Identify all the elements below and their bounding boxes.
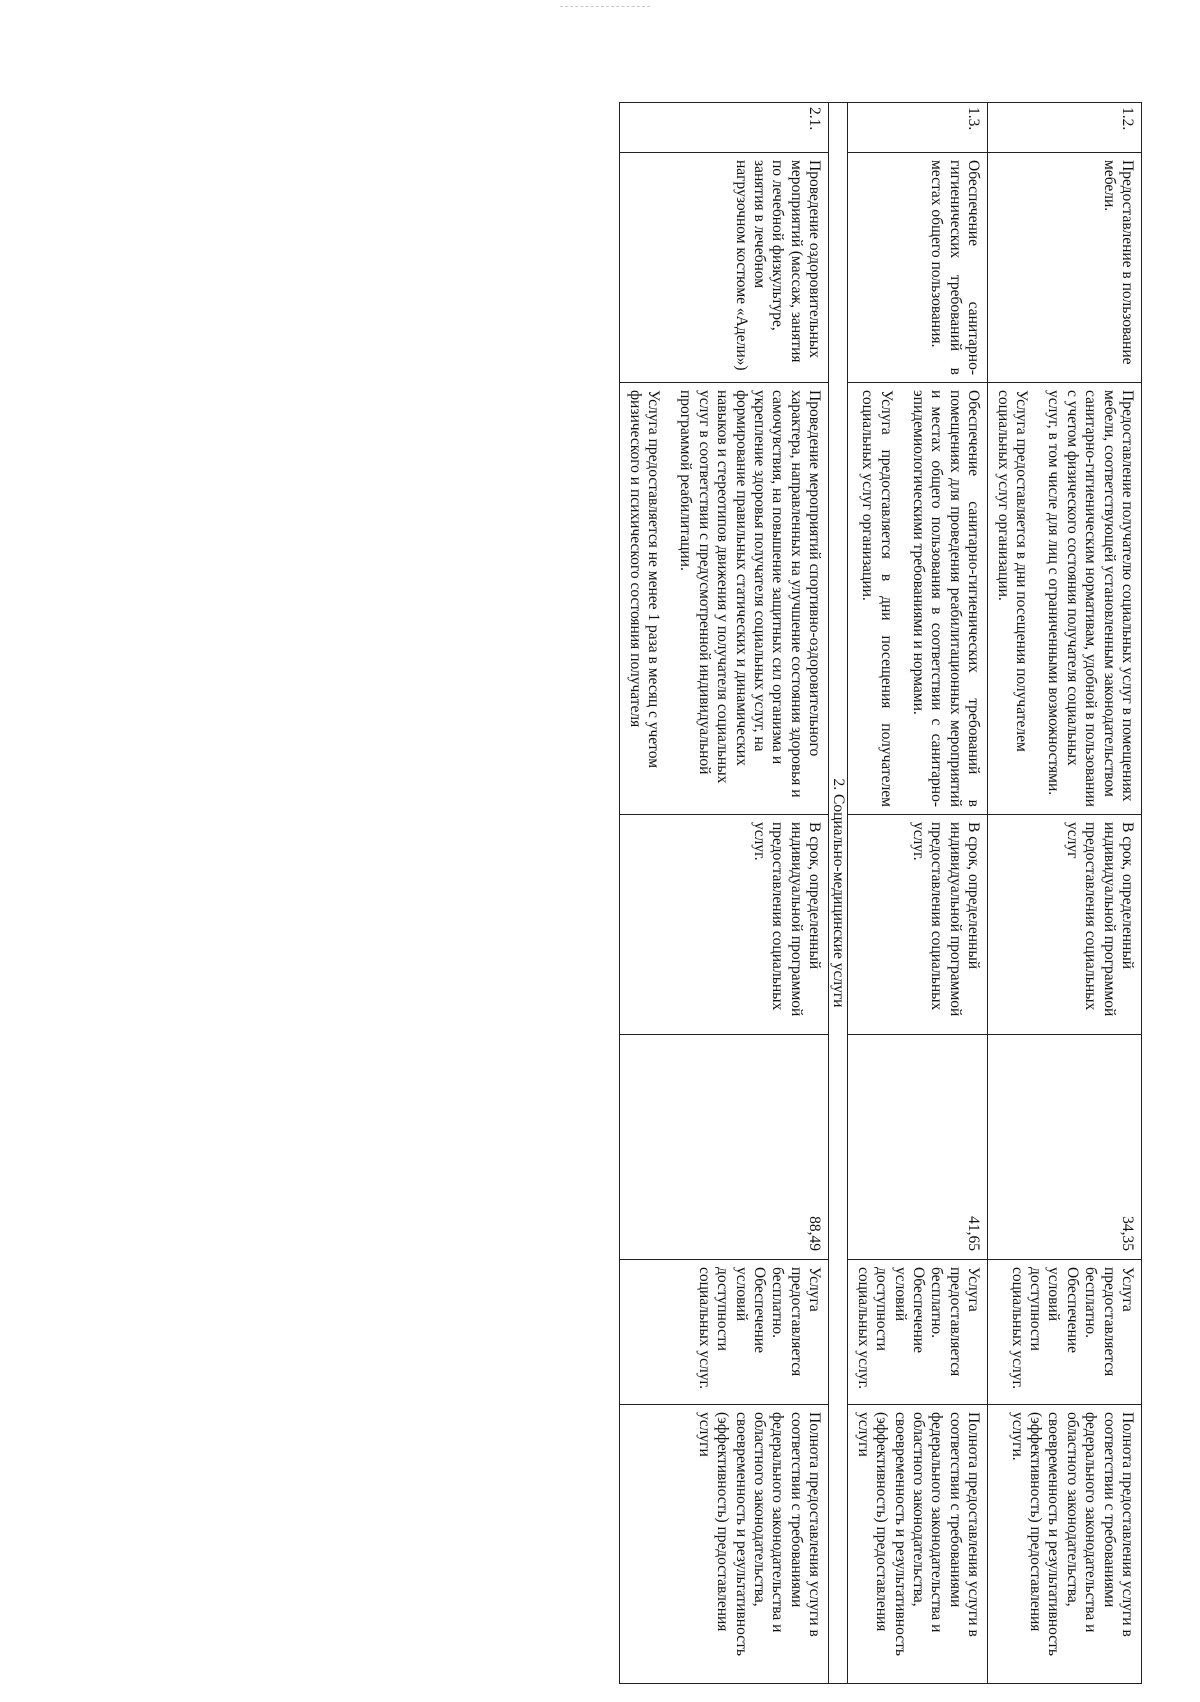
service-conditions: Услуга предоставляется бесплатно. Обеспечение условий доступности социальных услуг. bbox=[620, 1260, 829, 1405]
row-number: 1.3. bbox=[848, 103, 988, 153]
service-name: Обеспечение санитарно-гигиенических требований в местах общего пользования. bbox=[848, 153, 988, 383]
service-conditions: Услуга предоставляется бесплатно. Обеспечение условий доступности социальных услуг. bbox=[988, 1260, 1142, 1405]
services-table bbox=[619, 102, 1142, 1684]
service-description-text: Предоставление получателю социальных услуг в помещениях мебели, соответствующей установленным законодательством санитарно-гигиеническим нормативам, удобной в пользовании с учетом физического состояния получателя социальных услуг, в том числе для лиц с ограниченными возможностями. bbox=[1045, 390, 1136, 807]
service-quality: Полнота предоставления услуги в соответствии с требованиями федерального законодательства и областного законодательства, своевременность и результативность (эффективность) предоставления услуги bbox=[848, 1405, 988, 1684]
service-quality: Полнота предоставления услуги в соответствии с требованиями федерального законодательства и областного законодательства, своевременность и результативность (эффективность) предоставления услуги bbox=[620, 1405, 829, 1684]
service-quality: Полнота предоставления услуги в соответствии с требованиями федерального законодательства и областного законодательства, своевременность и результативность (эффективность) предоставления услуги. bbox=[988, 1405, 1142, 1684]
service-term: В срок, определенный индивидуальной программой предоставления социальных услуг. bbox=[620, 815, 829, 1035]
rotated-table-area bbox=[52, 102, 1142, 1683]
table-row bbox=[848, 103, 988, 1684]
service-note: Услуга предоставляется в дни посещения получателем социальных услуг организации. bbox=[859, 390, 895, 807]
service-note: Услуга предоставляется в дни посещения получателем социальных услуг организации. bbox=[994, 390, 1030, 752]
table-row bbox=[620, 103, 829, 1684]
section-header-row bbox=[829, 103, 848, 1684]
service-description bbox=[848, 383, 988, 815]
row-number: 1.2. bbox=[988, 103, 1142, 153]
service-cost: 34,35 bbox=[988, 1035, 1142, 1260]
section-title: 2. Социально-медицинские услуги bbox=[829, 103, 848, 1684]
service-term: В срок, определенный индивидуальной программой предоставления социальных услуг. bbox=[848, 815, 988, 1035]
row-number: 2.1. bbox=[620, 103, 829, 153]
service-conditions: Услуга предоставляется бесплатно. Обеспечение условий доступности социальных услуг. bbox=[848, 1260, 988, 1405]
scan-artifact bbox=[560, 6, 650, 9]
service-name: Предоставление в пользование мебели. bbox=[988, 153, 1142, 383]
service-term: В срок, определенный индивидуальной программой предоставления социальных услуг bbox=[988, 815, 1142, 1035]
service-cost: 88,49 bbox=[620, 1035, 829, 1260]
service-description-text: Проведение мероприятий спортивно-оздоровительного характера, направленных на улучшение состояния здоровья и самочувствия, на повышение защитных сил организма и укрепление здоровья получателя социальных услуг, на формирование правильных статических и динамических навыков и стереотипов движения у получателя социальных услуг в соответствии с предусмотренной индивидуальной программой реабилитации. bbox=[677, 390, 824, 798]
service-description bbox=[988, 383, 1142, 815]
service-description bbox=[620, 383, 829, 815]
service-description-text: Обеспечение санитарно-гигиенических требований в помещениях для проведения реабилитационных мероприятий и местах общего пользования в соответствии с санитарно-эпидемиологическими требованиями и нормами. bbox=[909, 390, 983, 807]
service-note: Услуга предоставляется не менее 1 раза в месяц с учетом физического и психического состояния получателя bbox=[626, 390, 663, 769]
service-name: Проведение оздоровительных мероприятий (массаж, занятия по лечебной физкультуре, занятия в лечебном нагрузочном костюме «Адели») bbox=[620, 153, 829, 383]
service-cost: 41,65 bbox=[848, 1035, 988, 1260]
table-row bbox=[988, 103, 1142, 1684]
